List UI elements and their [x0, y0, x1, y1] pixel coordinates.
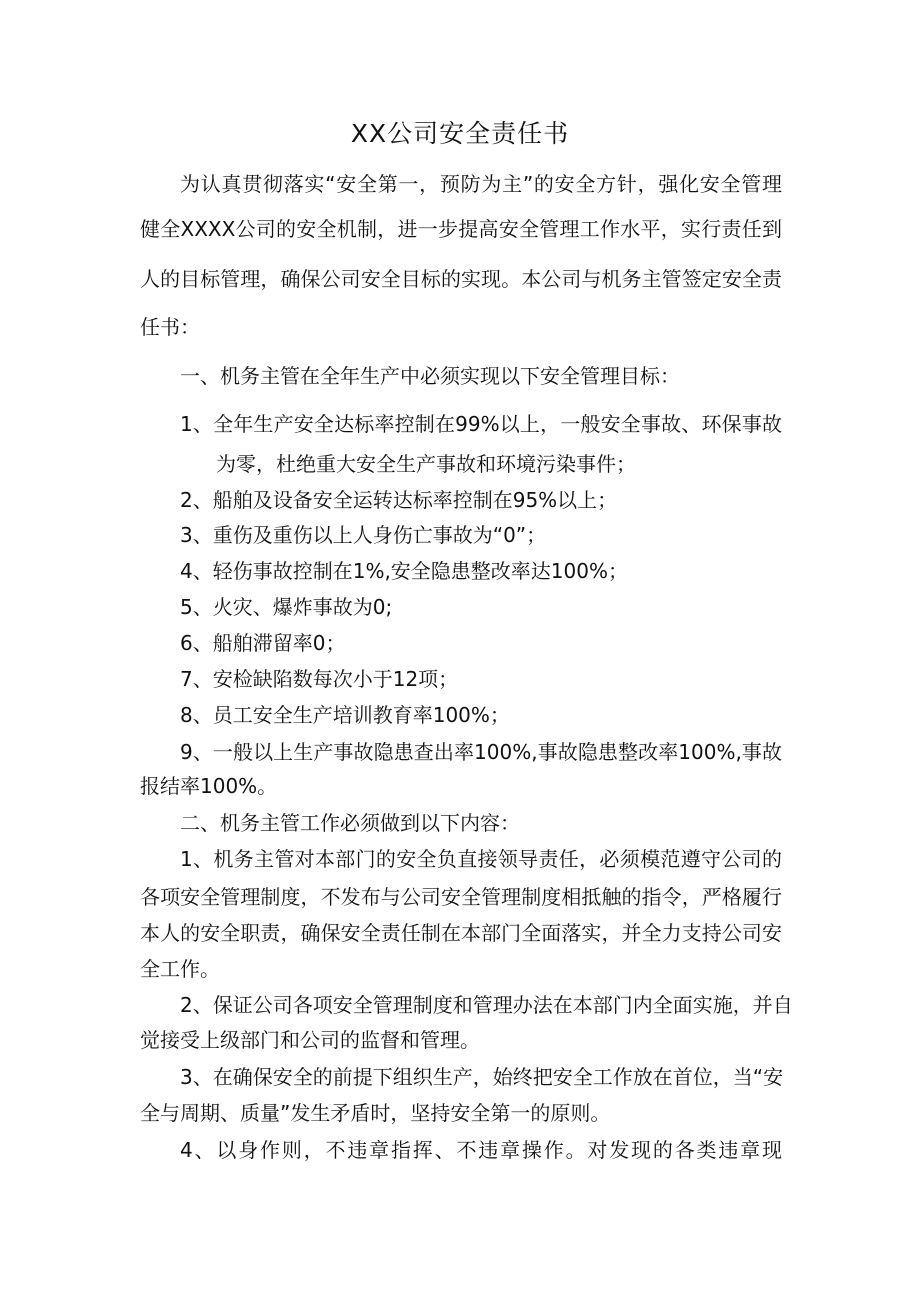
duty-item-1: 1、机务主管对本部门的安全负直接领导责任，必须模范遵守公司的	[180, 847, 782, 871]
duty-item-3-cont: 全与周期、质量”发生矛盾时，坚持安全第一的原则。	[140, 1101, 611, 1125]
section-2-heading: 二、机务主管工作必须做到以下内容：	[180, 811, 520, 835]
goal-item-9: 9、一般以上生产事故隐患查出率100%,事故隐患整改率100%,事故	[180, 740, 782, 764]
duty-item-1-cont-1: 各项安全管理制度，不发布与公司安全管理制度相抵触的指令，严格履行	[140, 885, 782, 909]
duty-item-4: 4、以身作则，不违章指挥、不违章操作。对发现的各类违章现	[180, 1138, 782, 1162]
goal-item-4: 4、轻伤事故控制在1%,安全隐患整改率达100%；	[180, 559, 628, 583]
goal-item-5: 5、火灾、爆炸事故为0;	[180, 595, 393, 619]
goal-item-8: 8、员工安全生产培训教育率100%；	[180, 703, 510, 727]
duty-item-1-cont-3: 全工作。	[140, 957, 220, 981]
body-line-4: 任书：	[140, 315, 200, 339]
duty-item-2-cont: 觉接受上级部门和公司的监督和管理。	[140, 1028, 480, 1052]
goal-item-1-cont: 为零，杜绝重大安全生产事故和环境污染事件；	[216, 452, 636, 476]
goal-item-3: 3、重伤及重伤以上人身伤亡事故为“0”；	[180, 523, 547, 547]
goal-item-2: 2、船舶及设备安全运转达标率控制在95%以上；	[180, 488, 618, 512]
document-title: XX公司安全责任书	[350, 119, 570, 148]
duty-item-3: 3、在确保安全的前提下组织生产，始终把安全工作放在首位，当“安	[180, 1065, 784, 1089]
goal-item-7: 7、安检缺陷数每次小于12项；	[180, 667, 459, 691]
goal-item-6: 6、船舶滞留率0；	[180, 631, 346, 655]
section-1-heading: 一、机务主管在全年生产中必须实现以下安全管理目标：	[180, 364, 680, 388]
duty-item-1-cont-2: 本人的安全职责，确保安全责任制在本部门全面落实，并全力支持公司安	[140, 921, 782, 945]
goal-item-9-cont: 报结率100%。	[140, 774, 278, 798]
body-line-2: 健全XXXX公司的安全机制，进一步提高安全管理工作水平，实行责任到	[140, 217, 782, 241]
body-line-3: 人的目标管理，确保公司安全目标的实现。本公司与机务主管签定安全责	[140, 267, 782, 291]
goal-item-1: 1、全年生产安全达标率控制在99%以上，一般安全事故、环保事故	[180, 412, 782, 436]
body-line-1: 为认真贯彻落实“安全第一，预防为主”的安全方针，强化安全管理	[180, 172, 782, 196]
duty-item-2: 2、保证公司各项安全管理制度和管理办法在本部门内全面实施，并自	[180, 993, 793, 1017]
